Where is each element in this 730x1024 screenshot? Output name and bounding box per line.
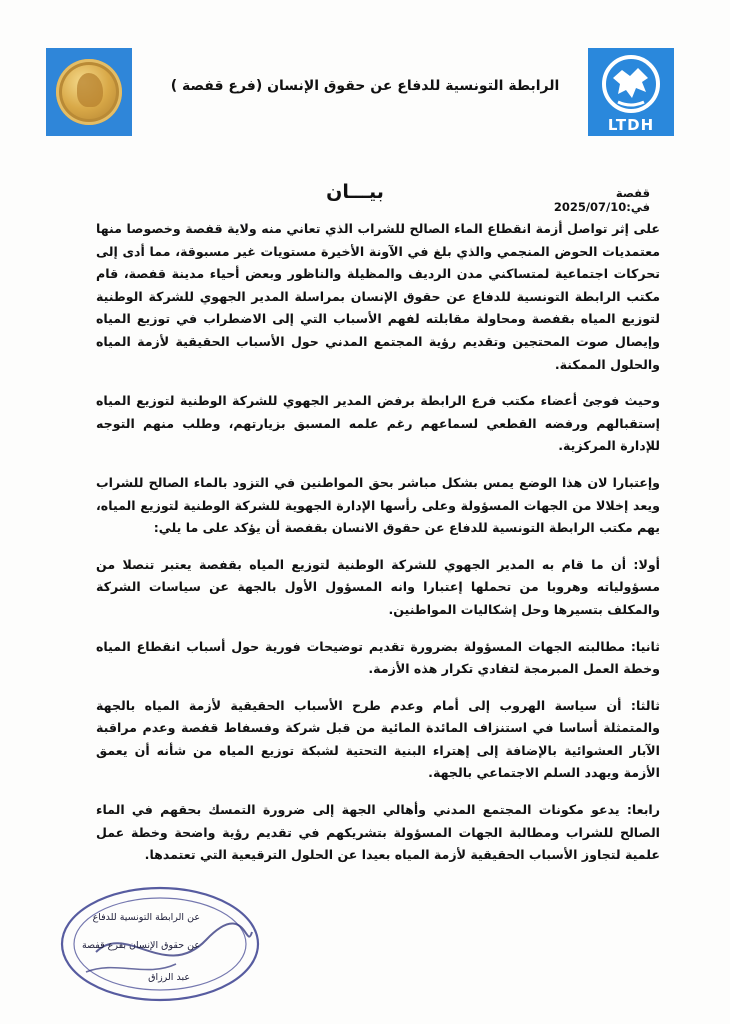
medal-logo: [46, 48, 132, 136]
ltdh-logo: [588, 48, 674, 136]
ltdh-logo-text: LTDH: [607, 116, 655, 134]
paragraph-refusal: وحيث فوجئ أعضاء مكتب فرع الرابطة برفض المدير الجهوي للشركة الوطنية لتوزيع المياه إستقبالهم ورفضه القطعي لسماعهم رغم علمه المسبق بزيارتهم، وطلب منهم التوجه للإدارة المركزية.: [96, 393, 660, 454]
paragraph-considering: وإعتبارا لان هذا الوضع يمس بشكل مباشر بحق المواطنين في التزود بالماء الصالح للشراب ويعد إخلالا من الجهات المسؤولة وعلى رأسها الإدارة الجهوية للشركة الوطنية لتوزيع المياه، يهم مكتب الرابطة التونسية للدفاع عن حقوق الانسان بقفصة أن يؤكد على ما يلي:: [96, 474, 660, 536]
paragraph-fourth: رابعا: يدعو مكونات المجتمع المدني وأهالي الجهة إلى ضرورة التمسك بحقهم في الماء الصالح للشراب ومطالبة الجهات المسؤولة بتشريكهم في تقديم رؤية واضحة وخطة عمل علمية لتجاوز الأسباب الحقيقية لأزمة المياه بعيدا عن الحلول الترقيعية التي تعتمدها.: [96, 802, 660, 863]
statement-body: [96, 218, 660, 881]
paragraph-intro: على إثر تواصل أزمة انقطاع الماء الصالح للشراب الذي تعاني منه ولاية قفصة وخصوصا منها معتمديات الحوض المنجمي والذي بلغ في الآونة الأخيرة مستويات غير مسبوقة، مما أدى إلى تحركات اجتماعية لمتساكني مدن الرديف والمظيلة والناظور وبعض أحياء مدينة قفصة، قام مكتب الرابطة التونسية للدفاع عن حقوق الإنسان بمراسلة المدير الجهوي للشركة الوطنية لتوزيع المياه بقفصة ومحاولة مقابلته لفهم الأسباب التي إلى الاضطراب في توزيع المياه وإيصال صوت المحتجين وتقديم رؤية المجتمع المدني حول الأسباب الحقيقية لأزمة المياه والحلول الممكنة.: [96, 221, 660, 372]
paragraph-first: أولا: أن ما قام به المدير الجهوي للشركة الوطنية لتوزيع المياه بقفصة يعتبر تنصلا من مسؤولياته وهروبا من تحملها إعتبارا وانه المسؤول الأول بالجهة عن سياسات الشركة والمكلف بتسيرها وحل إشكاليات المواطنين.: [96, 556, 660, 617]
signature-line-2: عن حقوق الإنسان بفرع قفصة: [81, 940, 200, 951]
signature-block: [56, 882, 262, 1008]
signature-line-1: عن الرابطة التونسية للدفاع: [92, 912, 200, 923]
statement-title: بيـــان: [326, 181, 384, 203]
organization-title: الرابطة التونسية للدفاع عن حقوق الإنسان (فرع قفصة ): [170, 78, 560, 94]
document-date: قفصة في:2025/07/10: [553, 186, 650, 214]
paragraph-third: ثالثا: أن سياسة الهروب إلى أمام وعدم طرح الأسباب الحقيقية لأزمة المياه بالجهة والمتمثلة أساسا في استنزاف المائدة المائية من قبل شركة وفسفاط قفصة وعدم مراقبة الآبار العشوائية بالإضافة إلى إهتراء البنية التحتية لشبكة توزيع المياه من شأنه أن يعمق الأزمة ويهدد السلم الاجتماعي بالجهة.: [96, 697, 660, 781]
signature-line-3: عبد الرزاق: [148, 972, 190, 983]
paragraph-second: ثانيا: مطالبته الجهات المسؤولة بضرورة تقديم توضيحات فورية حول أسباب انقطاع المياه وخطة العمل المبرمجة لتفادي تكرار هذه الأزمة.: [96, 638, 660, 677]
gold-medal-icon: [56, 59, 122, 125]
